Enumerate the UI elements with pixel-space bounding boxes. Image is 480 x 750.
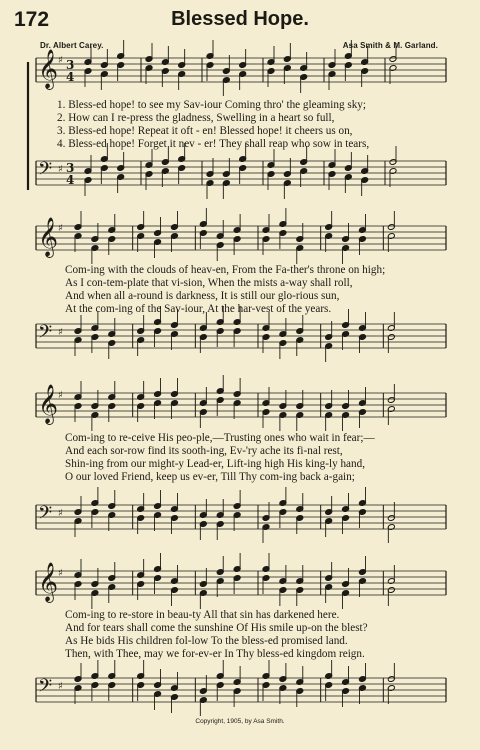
lyric-verse-2: As I con-tem-plate that vi-sion, When the mists a-way shall roll, (65, 277, 353, 289)
sharp-icon: ♯ (58, 568, 63, 579)
time-signature-icon: 3 (66, 161, 75, 175)
bass-clef-icon: 𝄢 (38, 503, 53, 528)
treble-clef-icon: 𝄞 (38, 49, 59, 89)
sharp-icon: ♯ (58, 681, 63, 692)
treble-clef-icon: 𝄞 (38, 562, 59, 602)
lyric-verse-3: Shin-ing from our might-y Lead-er, Lift-ing high His king-ly hand, (65, 458, 366, 470)
sharp-icon: ♯ (58, 55, 63, 66)
sharp-icon: ♯ (58, 327, 63, 338)
bass-clef-icon: 𝄢 (38, 159, 53, 184)
time-signature-icon: 4 (66, 173, 75, 187)
lyric-verse-2: And for tears shall come the sunshine Of His smile up-on the blest? (65, 622, 368, 634)
lyric-verse-1: Com-ing to re-store in beau-ty All that sin has darkened here. (65, 609, 340, 621)
copyright-notice: Copyright, 1905, by Asa Smith. (195, 718, 285, 725)
treble-clef-icon: 𝄞 (38, 384, 59, 424)
sharp-icon: ♯ (58, 223, 63, 234)
hymn-number: 172 (14, 8, 50, 31)
lyric-verse-2: And each sor-row find its sooth-ing, Ev-'ry ache its fi-nal rest, (65, 445, 343, 457)
sharp-icon: ♯ (58, 508, 63, 519)
bass-clef-icon: 𝄢 (38, 322, 53, 347)
time-signature-icon: 4 (66, 70, 75, 84)
lyric-verse-1: Com-ing with the clouds of heav-en, From the Fa-ther's throne on high; (65, 264, 386, 276)
composer-credit: Asa Smith & M. Garland. (342, 41, 438, 50)
lyric-verse-4: O our loved Friend, keep us ev-er, Till Thy com-ing back a-gain; (65, 471, 355, 483)
bass-clef-icon: 𝄢 (38, 676, 53, 701)
lyric-verse-2: 2. How can I re-press the gladness, Swelling in a heart so full, (57, 112, 335, 124)
lyric-verse-4: 4. Bless-ed hope! Forget it nev - er! They shall reap who sow in tears, (57, 138, 370, 150)
time-signature-icon: 3 (66, 58, 75, 72)
lyric-verse-3: And when all a-round is darkness, It is still our glo-rious sun, (65, 290, 340, 302)
sharp-icon: ♯ (58, 390, 63, 401)
lyric-verse-1: 1. Bless-ed hope! to see my Sav-iour Coming thro' the gleaming sky; (57, 99, 367, 111)
lyric-verse-3: As He bids His children fol-low To the bless-ed promised land. (65, 635, 348, 647)
treble-clef-icon: 𝄞 (38, 217, 59, 257)
hymn-title: Blessed Hope. (171, 8, 309, 30)
lyric-verse-1: Com-ing to re-ceive His peo-ple,—Trusting ones who wait in fear;— (65, 432, 375, 444)
lyric-verse-4: Then, with Thee, may we for-ev-er In Thy bless-ed kingdom reign. (65, 648, 365, 660)
lyric-verse-3: 3. Bless-ed hope! Repeat it oft - en! Blessed hope! it cheers us on, (57, 125, 353, 137)
sharp-icon: ♯ (58, 164, 63, 175)
lyric-verse-4: At the com-ing of the Sav-iour, At the har-vest of the years. (65, 303, 332, 315)
lyricist-credit: Dr. Albert Carey. (40, 41, 104, 50)
